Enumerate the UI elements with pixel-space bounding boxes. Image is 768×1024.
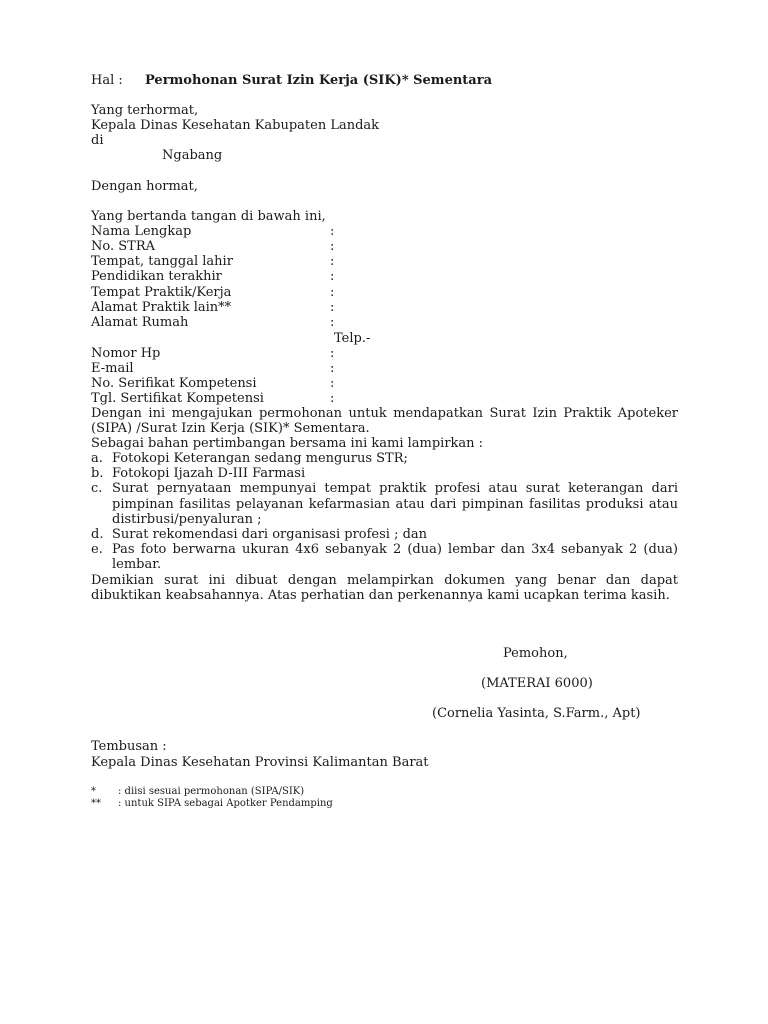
list-item-text: Fotokopi Keterangan sedang mengurus STR; [112,451,408,466]
list-marker: a. [91,451,103,466]
list-marker: e. [91,542,103,558]
signature-label: Pemohon, [503,646,568,661]
field-colon: : [330,315,335,330]
subject-label: Hal : [91,73,123,88]
field-colon: : [330,376,335,391]
field-label: Pendidikan terakhir [91,269,222,284]
field-label: No. STRA [91,239,155,254]
footnote-text: : untuk SIPA sebagai Apotker Pendamping [118,798,333,809]
field-label: Tempat, tanggal lahir [91,254,233,269]
footnote [91,798,333,810]
list-item [91,527,678,542]
field-colon: : [330,285,335,300]
field-label: Alamat Praktik lain** [91,300,232,315]
list-item [91,542,678,572]
address-recipient: Kepala Dinas Kesehatan Kabupaten Landak [91,118,380,133]
attachments-list [91,451,678,573]
greeting: Dengan hormat, [91,179,198,194]
list-item-text: Surat rekomendasi dari organisasi profesi ; dan [112,527,428,543]
field-colon: : [330,391,335,406]
footnote-marker: * [91,786,96,797]
footnote-text: : diisi sesuai permohonan (SIPA/SIK) [118,786,305,797]
cc-recipient: Kepala Dinas Kesehatan Provinsi Kalimantan Barat [91,755,429,770]
field-label: Nama Lengkap [91,224,192,239]
field-label: Nomor Hp [91,346,161,361]
attachments-intro: Sebagai bahan pertimbangan bersama ini kami lampirkan : [91,436,484,451]
field-label: Tempat Praktik/Kerja [91,285,232,300]
address-city: Ngabang [162,148,223,163]
intro-text: Yang bertanda tangan di bawah ini, [91,209,326,224]
field-colon: : [330,239,335,254]
field-telp: Telp.- [334,331,371,346]
footnote [91,786,304,798]
footnote-marker: ** [91,798,101,809]
list-marker: c. [91,481,103,497]
address-di: di [91,133,104,148]
field-colon: : [330,224,335,239]
field-colon: : [330,300,335,315]
field-colon: : [330,269,335,284]
signatory-name: (Cornelia Yasinta, S.Farm., Apt) [432,706,641,721]
field-colon: : [330,254,335,269]
address-salutation: Yang terhormat, [91,103,199,118]
list-marker: d. [91,527,104,543]
field-label: Tgl. Sertifikat Kompetensi [91,391,264,406]
request-paragraph: Dengan ini mengajukan permohonan untuk mendapatkan Surat Izin Praktik Apoteker (SIPA) /Surat Izin Kerja (SIK)* Sementara. [91,406,678,437]
field-label: No. Serifikat Kompetensi [91,376,257,391]
subject-title: Permohonan Surat Izin Kerja (SIK)* Sementara [145,73,492,88]
list-marker: b. [91,466,104,482]
field-label: E-mail [91,361,134,376]
list-item-text: Surat pernyataan mempunyai tempat praktik profesi atau surat keterangan dari pimpinan fasilitas pelayanan kefarmasian atau dari pimpinan fasilitas produksi atau distirbusi/penyaluran ; [112,481,678,527]
list-item-text: Pas foto berwarna ukuran 4x6 sebanyak 2 (dua) lembar dan 3x4 sebanyak 2 (dua) lembar. [112,542,678,573]
closing-paragraph: Demikian surat ini dibuat dengan melampirkan dokumen yang benar dan dapat dibuktikan keabsahannya. Atas perhatian dan perkenannya kami ucapkan terima kasih. [91,573,678,604]
list-item [91,466,678,481]
list-item [91,451,678,466]
field-label: Alamat Rumah [91,315,189,330]
stamp-placeholder: (MATERAI 6000) [481,676,593,691]
list-item [91,481,678,527]
list-item-text: Fotokopi Ijazah D-III Farmasi [112,466,306,482]
cc-label: Tembusan : [91,739,167,754]
field-colon: : [330,346,335,361]
field-colon: : [330,361,335,376]
